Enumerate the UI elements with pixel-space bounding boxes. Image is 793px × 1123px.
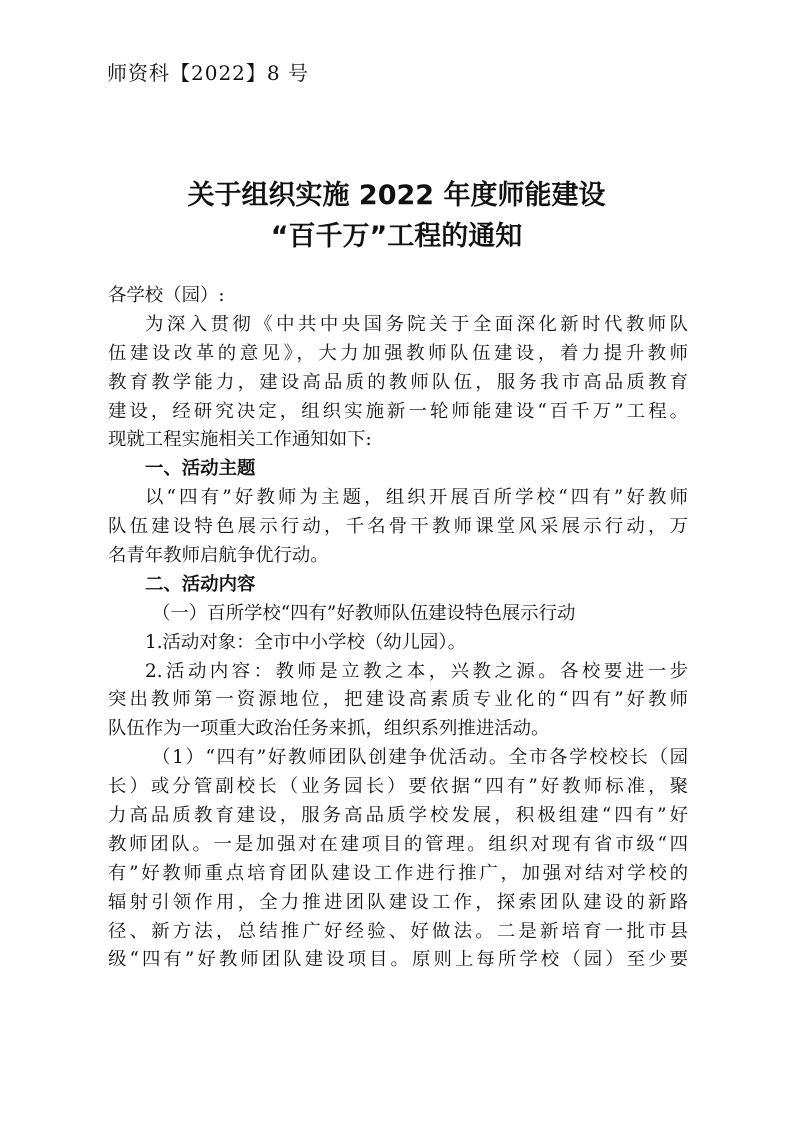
body-line: 伍建设改革的意见》，大力加强教师队伍建设，着力提升教师 xyxy=(108,342,688,364)
body-line: （1）“四有”好教师团队创建争优活动。全市各学校校长（园 xyxy=(152,747,688,769)
salutation: 各学校（园）: xyxy=(108,285,225,306)
body-line: 辐射引领作用，全力推进团队建设工作，探索团队建设的新路 xyxy=(108,891,688,913)
body-line: 力高品质教育建设，服务高品质学校发展，积极组建“四有”好 xyxy=(108,805,688,827)
body-line: 教师团队。一是加强对在建项目的管理。组织对现有省市级“四 xyxy=(108,833,688,855)
body-line: 建设，经研究决定，组织实施新一轮师能建设“百千万”工程。 xyxy=(108,400,688,422)
body-line: 为深入贯彻《中共中央国务院关于全面深化新时代教师队 xyxy=(145,313,688,335)
body-line: 名青年教师启航争优行动。 xyxy=(108,545,329,567)
section-heading-theme: 一、活动主题 xyxy=(145,458,256,480)
document-body xyxy=(108,282,688,975)
document-title-line-2: “百千万”工程的通知 xyxy=(270,221,523,252)
body-line: 1.活动对象：全市中小学校（幼儿园）。 xyxy=(145,631,466,653)
section-heading-content: 二、活动内容 xyxy=(145,573,256,595)
document-number: 师资科【2022】8 号 xyxy=(107,61,309,85)
body-line: 有”好教师重点培育团队建设工作进行推广，加强对结对学校的 xyxy=(108,862,688,884)
body-line: 以“四有”好教师为主题，组织开展百所学校“四有”好教师 xyxy=(145,487,688,509)
body-line: 教育教学能力，建设高品质的教师队伍，服务我市高品质教育 xyxy=(108,371,688,393)
document-title-line-1: 关于组织实施 2022 年度师能建设 xyxy=(187,180,606,211)
body-line: 级“四有”好教师团队建设项目。原则上每所学校（园）至少要 xyxy=(108,949,688,971)
subsection-heading: （一）百所学校“四有”好教师队伍建设特色展示行动 xyxy=(152,602,576,624)
body-line: 突出教师第一资源地位，把建设高素质专业化的“四有”好教师 xyxy=(108,689,688,711)
body-line: 现就工程实施相关工作通知如下: xyxy=(108,429,372,451)
body-line: 径、新方法，总结推广好经验、好做法。二是新培育一批市县 xyxy=(108,920,688,942)
body-line: 队伍作为一项重大政治任务来抓，组织系列推进活动。 xyxy=(108,718,550,740)
body-line: 2.活动内容：教师是立教之本，兴教之源。各校要进一步 xyxy=(145,660,688,682)
body-line: 队伍建设特色展示行动，千名骨干教师课堂风采展示行动，万 xyxy=(108,516,688,538)
body-line: 长）或分管副校长（业务园长）要依据“四有”好教师标准，聚 xyxy=(108,776,688,798)
